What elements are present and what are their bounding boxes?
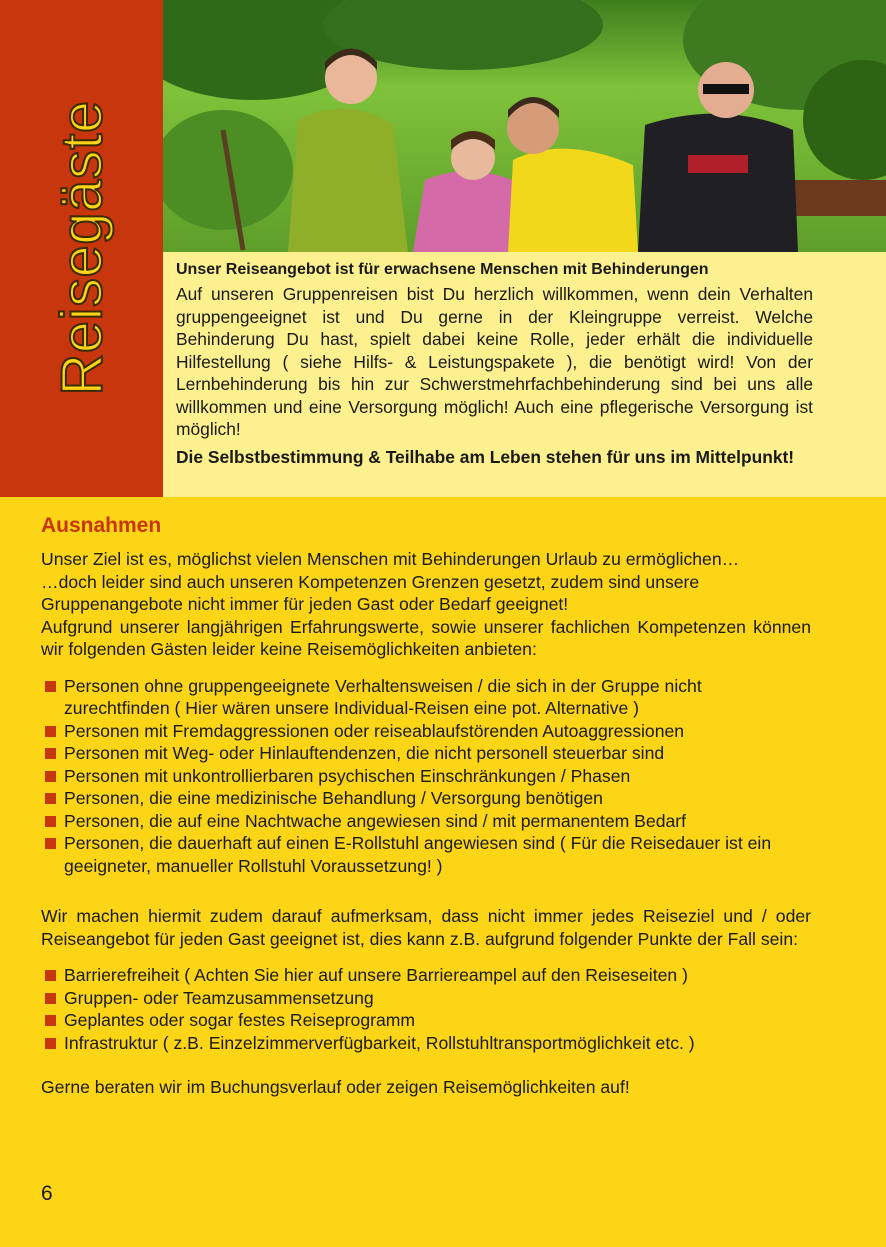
intro-strong: Die Selbstbestimmung & Teilhabe am Leben stehen für uns im Mittelpunkt!: [176, 446, 795, 467]
list-item: Personen mit Weg- oder Hinlauftendenzen, die nicht personell steuerbar sind: [41, 742, 811, 765]
criteria-list: [41, 964, 811, 1054]
sidebar-title: Reisegäste: [49, 100, 115, 396]
paragraph-limits: …doch leider sind auch unseren Kompetenzen Grenzen gesetzt, zudem sind unsere Gruppenangebote nicht immer für jeden Gast oder Bedarf geeignet!: [41, 571, 700, 614]
bullet-square-icon: [45, 816, 56, 827]
list-item: Geplantes oder sogar festes Reiseprogramm: [41, 1009, 811, 1032]
intro-box: [163, 252, 886, 497]
paragraph-notice: Wir machen hiermit zudem darauf aufmerksam, dass nicht immer jedes Reiseziel und / oder Reiseangebot für jeden Gast geeignet ist, dies kann z.B. aufgrund folgender Punkte der Fall sein:: [41, 906, 811, 949]
bullet-square-icon: [45, 726, 56, 737]
bullet-square-icon: [45, 970, 56, 981]
paragraph-closing: Gerne beraten wir im Buchungsverlauf oder zeigen Reisemöglichkeiten auf!: [41, 1077, 630, 1097]
paragraph-experience: Aufgrund unserer langjährigen Erfahrungswerte, sowie unserer fachlichen Kompetenzen können wir folgenden Gästen leider keine Reisemöglichkeiten anbieten:: [41, 616, 811, 659]
paragraph-goal: Unser Ziel ist es, möglichst vielen Menschen mit Behinderungen Urlaub zu ermöglichen…: [41, 549, 740, 569]
exclusion-list: [41, 675, 811, 878]
list-item: Gruppen- oder Teamzusammensetzung: [41, 987, 811, 1010]
bullet-square-icon: [45, 838, 56, 849]
list-item: Personen ohne gruppengeeignete Verhaltensweisen / die sich in der Gruppe nicht zurechtfinden ( Hier wären unsere Individual-Reisen eine pot. Alternative ): [41, 675, 811, 720]
bullet-square-icon: [45, 771, 56, 782]
page-number: 6: [41, 1182, 53, 1205]
intro-heading: Unser Reiseangebot ist für erwachsene Menschen mit Behinderungen: [176, 261, 709, 278]
section-heading: Ausnahmen: [41, 514, 162, 537]
sidebar-band: [0, 0, 163, 497]
bullet-square-icon: [45, 793, 56, 804]
group-photo: [163, 0, 886, 252]
list-item: Personen, die dauerhaft auf einen E-Rollstuhl angewiesen sind ( Für die Reisedauer ist ein geeigneter, manueller Rollstuhl Voraussetzung! ): [41, 832, 811, 877]
bullet-square-icon: [45, 748, 56, 759]
list-item: Infrastruktur ( z.B. Einzelzimmerverfügbarkeit, Rollstuhltransportmöglichkeit etc. ): [41, 1032, 811, 1055]
intro-body: Auf unseren Gruppenreisen bist Du herzlich willkommen, wenn dein Verhalten gruppengeeignet ist und Du gerne in der Kleingruppe verreist. Welche Behinderung Du hast, spielt dabei keine Rolle, jeder erhält die individuelle Hilfestellung ( siehe Hilfs- & Leistungspakete ), die benötigt wird! Von der Lernbehinderung bis hin zur Schwerstmehrfachbehinderung sind bei uns alle willkommen und eine Versorgung möglich! Auch eine pflegerische Versorgung ist möglich!: [176, 284, 813, 439]
list-item: Personen, die auf eine Nachtwache angewiesen sind / mit permanentem Bedarf: [41, 810, 811, 833]
list-item: Personen mit unkontrollierbaren psychischen Einschränkungen / Phasen: [41, 765, 811, 788]
bullet-square-icon: [45, 993, 56, 1004]
ausnahmen-section: [41, 514, 811, 1099]
bullet-square-icon: [45, 1015, 56, 1026]
group-photo-illustration: [163, 0, 886, 252]
list-item: Barrierefreiheit ( Achten Sie hier auf unsere Barriereampel auf den Reiseseiten ): [41, 964, 811, 987]
bullet-square-icon: [45, 681, 56, 692]
bullet-square-icon: [45, 1038, 56, 1049]
list-item: Personen, die eine medizinische Behandlung / Versorgung benötigen: [41, 787, 811, 810]
list-item: Personen mit Fremdaggressionen oder reiseablaufstörenden Autoaggressionen: [41, 720, 811, 743]
